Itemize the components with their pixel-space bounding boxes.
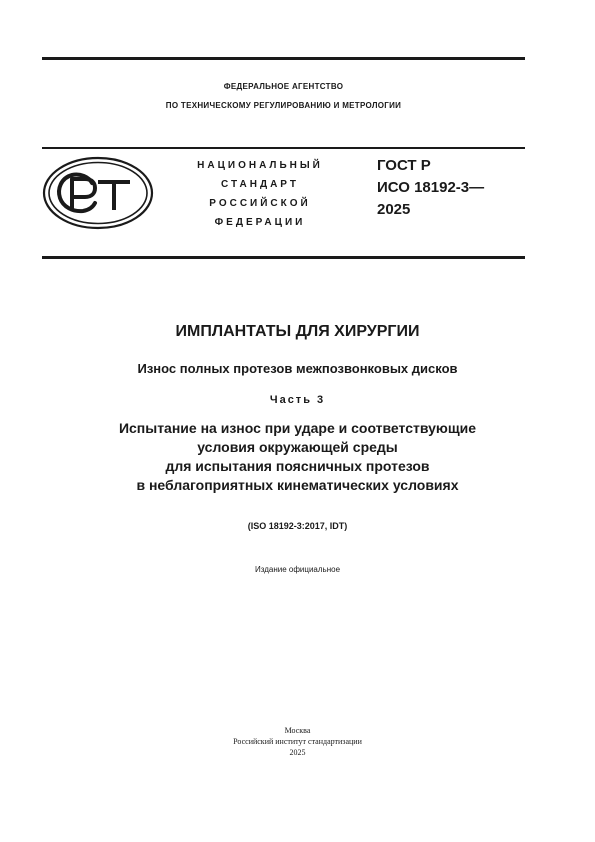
national-standard-line: РОССИЙСКОЙ bbox=[209, 198, 311, 209]
document-description bbox=[0, 419, 595, 495]
designation-line: ГОСТ Р bbox=[377, 157, 431, 174]
bottom-rule bbox=[42, 256, 525, 259]
rst-certification-logo-icon bbox=[42, 156, 154, 230]
description-line: условия окружающей среды bbox=[197, 439, 398, 455]
document-title: ИМПЛАНТАТЫ ДЛЯ ХИРУРГИИ bbox=[175, 323, 420, 340]
designation-line: ИСО 18192-3— bbox=[377, 179, 485, 196]
footer-city: Москва bbox=[284, 726, 311, 735]
national-standard-line: НАЦИОНАЛЬНЫЙ bbox=[197, 160, 323, 171]
national-standard-label bbox=[180, 156, 340, 232]
footer-year: 2025 bbox=[289, 748, 306, 757]
description-line: в неблагоприятных кинематических условиях bbox=[136, 477, 459, 493]
agency-name-line-2: ПО ТЕХНИЧЕСКОМУ РЕГУЛИРОВАНИЮ И МЕТРОЛОГИИ bbox=[165, 101, 402, 110]
description-line: Испытание на износ при ударе и соответствующие bbox=[118, 420, 477, 436]
designation-line: 2025 bbox=[377, 201, 411, 218]
middle-rule bbox=[42, 147, 525, 149]
national-standard-line: ФЕДЕРАЦИИ bbox=[214, 217, 306, 228]
document-part: Часть 3 bbox=[269, 394, 326, 406]
iso-reference: (ISO 18192-3:2017, IDT) bbox=[247, 521, 348, 531]
footer-institute: Российский институт стандартизации bbox=[233, 737, 362, 746]
standard-designation bbox=[377, 155, 484, 221]
national-standard-line: СТАНДАРТ bbox=[221, 179, 299, 190]
agency-name-line-1: ФЕДЕРАЛЬНОЕ АГЕНТСТВО bbox=[223, 82, 344, 91]
top-rule bbox=[42, 57, 525, 60]
description-line: для испытания поясничных протезов bbox=[165, 458, 430, 474]
edition-label: Издание официальное bbox=[254, 565, 341, 574]
document-subtitle: Износ полных протезов межпозвонковых дисков bbox=[137, 361, 458, 376]
